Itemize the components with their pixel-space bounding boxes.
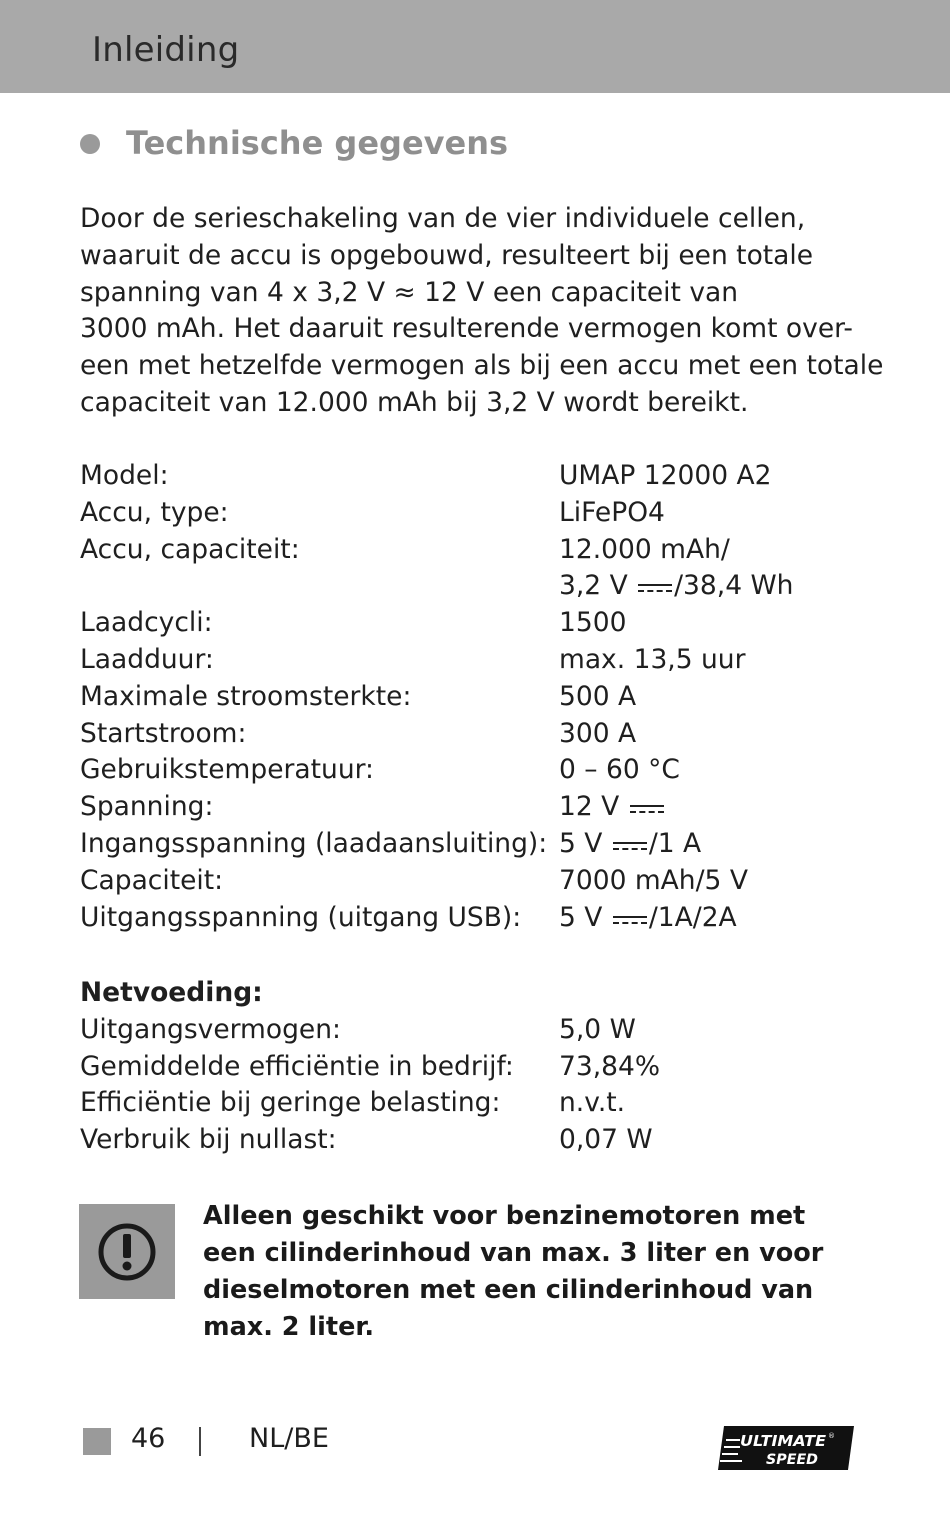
spec-value-pre: 5 V [559,901,611,933]
spec-value: 5,0 W [559,1013,636,1045]
warning-line: dieselmotoren met een cilinderinhoud van [203,1275,814,1305]
spec-value: 1500 [559,607,627,639]
spec-row-battery-capacity [80,532,880,569]
brand-logo-reg: ® [828,1432,835,1440]
page-number: 46 [131,1423,166,1454]
warning-text [203,1198,843,1346]
spec-row-temperature [80,752,880,789]
intro-line: 3000 mAh. Het daaruit resulterende vermogen komt over- [80,313,853,345]
spec-label: Maximale stroomsterkte: [80,680,412,712]
footer-marker [83,1428,111,1455]
spec-label: Efficiëntie bij geringe belasting: [80,1087,501,1119]
spec-value [559,826,701,863]
section-heading [80,124,508,162]
spec-value: 12.000 mAh/ [559,533,730,565]
spec-value: 300 A [559,717,637,749]
power-row-output-power [80,1012,880,1049]
spec-row-charge-cycles [80,605,880,642]
warning-line: max. 2 liter. [203,1312,375,1342]
spec-value: UMAP 12000 A2 [559,460,772,491]
intro-line: capaciteit van 12.000 mAh bij 3,2 V wordt bereikt. [80,386,749,418]
dc-symbol-icon [613,842,647,852]
spec-value: 7000 mAh/5 V [559,864,748,896]
footer-divider [199,1427,201,1456]
spec-label: Gebruikstemperatuur: [80,754,374,786]
spec-value: n.v.t. [559,1087,626,1119]
spec-value: LiFePO4 [559,496,665,528]
spec-value-post: /1 A [648,827,702,859]
intro-line: Door de serieschakeling van de vier individuele cellen, [80,203,806,234]
spec-row-capacity [80,863,880,900]
spec-label: Capaciteit: [80,864,224,896]
brand-logo [718,1426,854,1470]
spec-value-post: /1A/2A [648,901,737,933]
power-row-no-load [80,1122,880,1159]
bullet-icon [80,134,100,154]
power-row-low-load-efficiency [80,1085,880,1122]
power-supply-heading: Netvoeding: [80,977,263,1008]
power-supply-section [80,975,880,1159]
spec-row-battery-capacity-cont [80,568,880,605]
dc-symbol-icon [630,805,664,815]
spec-list [80,458,880,936]
spec-value-post: /38,4 Wh [674,570,794,602]
spec-label: Verbruik bij nullast: [80,1124,337,1156]
spec-label: Gemiddelde efficiëntie in bedrijf: [80,1050,514,1082]
intro-line: waaruit de accu is opgebouwd, resulteert bij een totale [80,239,814,271]
spec-value-pre: 12 V [559,791,628,823]
intro-line: spanning van 4 x 3,2 V ≈ 12 V een capaciteit van [80,276,739,308]
spec-label: Spanning: [80,791,214,823]
spec-row-voltage [80,789,880,826]
spec-label: Model: [80,460,169,491]
spec-value [559,789,666,826]
spec-label: Accu, type: [80,496,229,528]
power-row-avg-efficiency [80,1049,880,1086]
spec-value: max. 13,5 uur [559,643,746,675]
spec-value: 500 A [559,680,637,712]
dc-symbol-icon [613,916,647,926]
spec-value: 73,84% [559,1050,661,1082]
header-bar [0,0,950,93]
spec-label: Uitgangsspanning (uitgang USB): [80,901,522,933]
spec-label: Laadduur: [80,643,214,675]
spec-value: 0 – 60 °C [559,754,680,786]
brand-logo-bottom: SPEED [766,1452,818,1468]
warning-line: een cilinderinhoud van max. 3 liter en voor [203,1238,824,1268]
intro-paragraph [80,201,884,422]
spec-label: Accu, capaciteit: [80,533,300,565]
spec-row-battery-type [80,495,880,532]
spec-row-start-current [80,716,880,753]
spec-label: Uitgangsvermogen: [80,1013,341,1045]
spec-label: Ingangsspanning (laadaansluiting): [80,827,548,859]
dc-symbol-icon [638,584,672,594]
spec-row-output-voltage [80,900,880,937]
spec-label: Laadcycli: [80,607,213,639]
spec-value [559,900,737,937]
spec-row-charge-time [80,642,880,679]
spec-value [559,568,793,605]
exclamation-circle-icon [95,1220,159,1284]
language-code: NL/BE [249,1423,329,1454]
spec-value-pre: 5 V [559,827,611,859]
warning-box [79,1204,175,1299]
spec-label: Startstroom: [80,717,247,749]
header-title: Inleiding [92,30,240,70]
spec-row-max-current [80,679,880,716]
spec-value-pre: 3,2 V [559,570,637,602]
spec-row-model [80,458,880,495]
warning-line: Alleen geschikt voor benzinemotoren met [203,1201,806,1231]
spec-value: 0,07 W [559,1124,653,1156]
section-title: Technische gegevens [126,124,509,162]
brand-logo-top: ULTIMATE [740,1432,827,1450]
spec-row-input-voltage [80,826,880,863]
intro-line: een met hetzelfde vermogen als bij een accu met een totale [80,350,884,382]
